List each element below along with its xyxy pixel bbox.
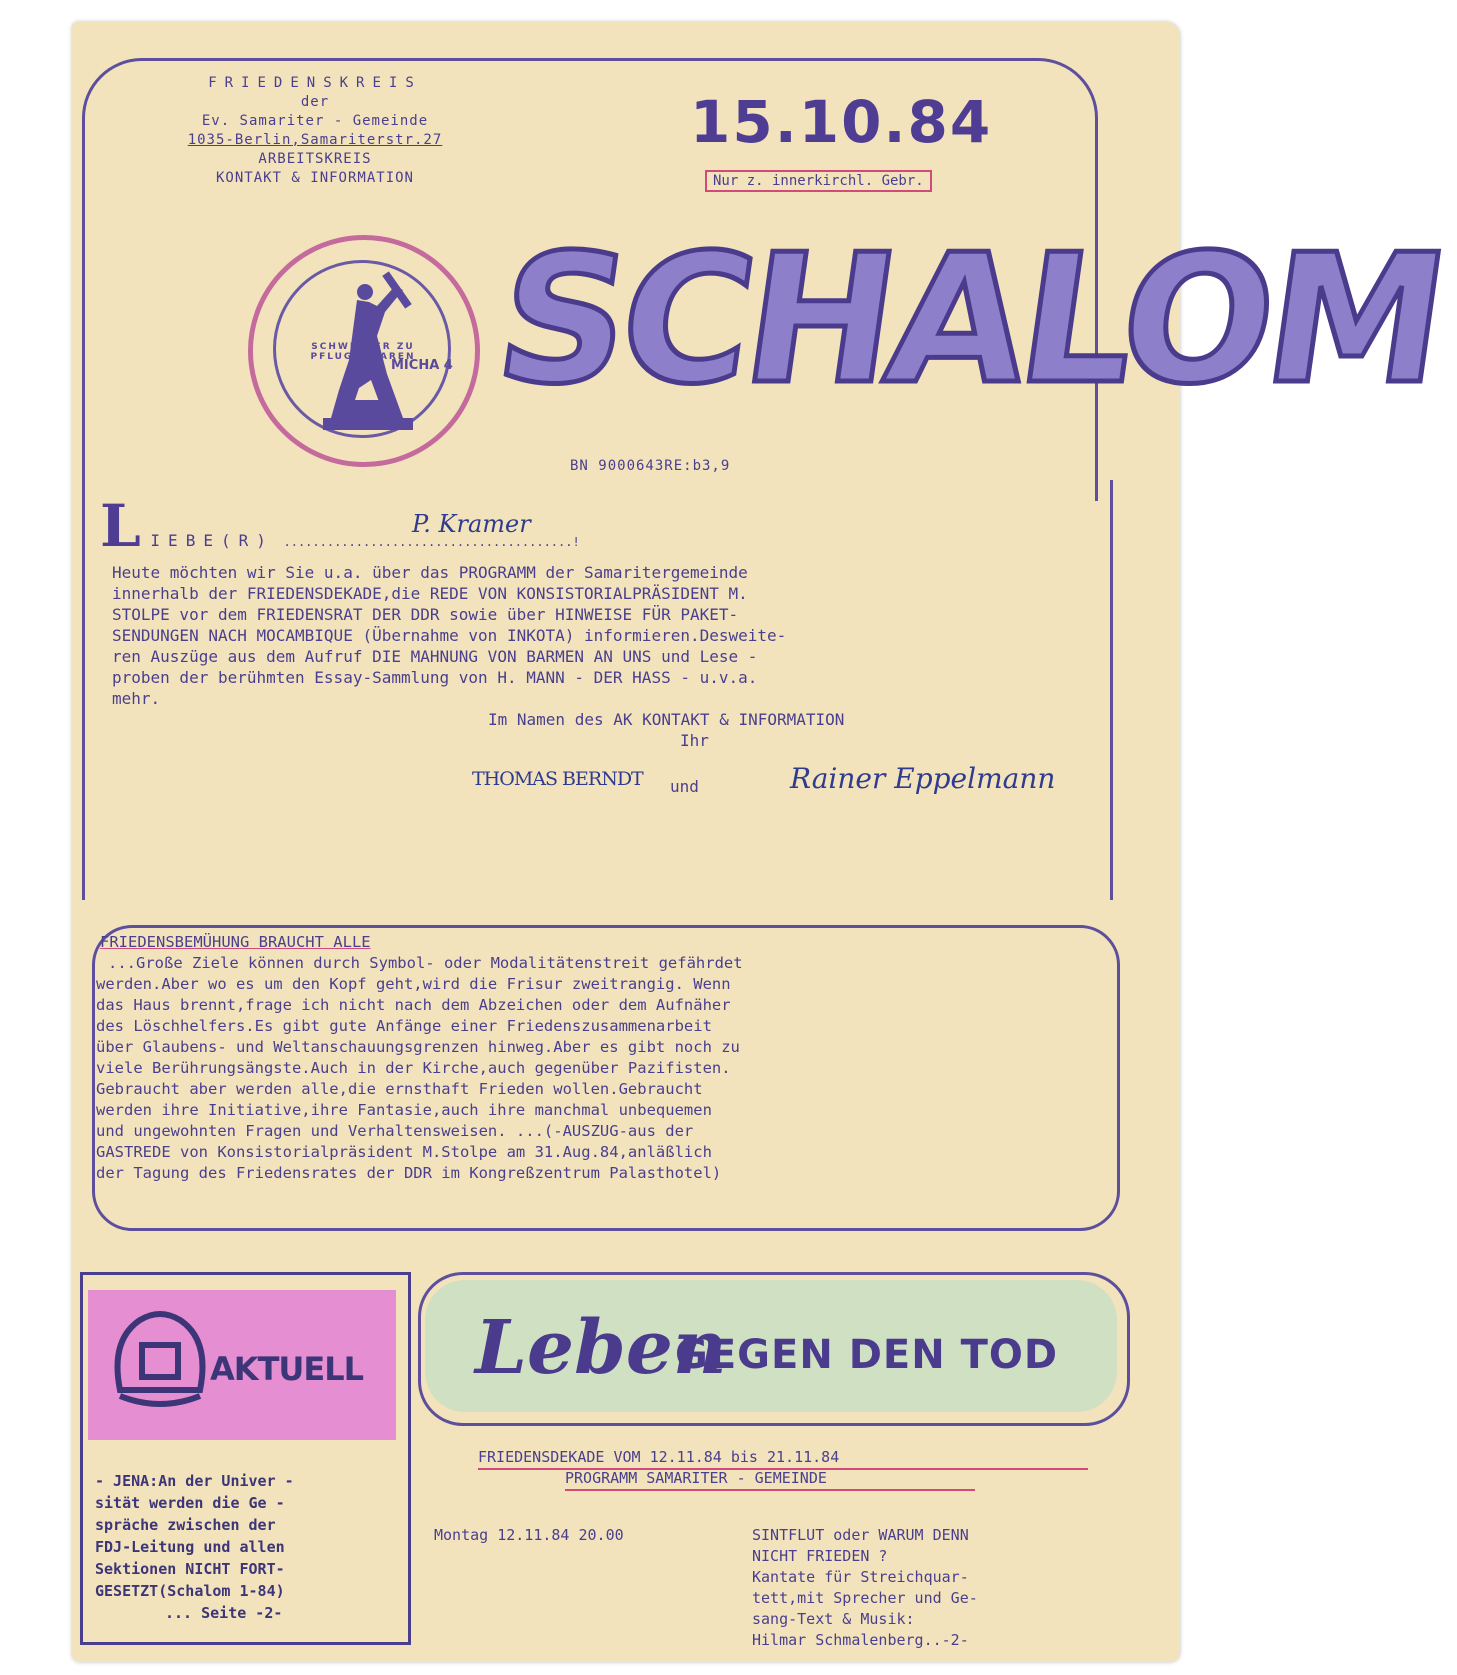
letter-ihr: Ihr <box>680 731 709 750</box>
signature-rainer-eppelmann: Rainer Eppelmann <box>790 762 1056 795</box>
signature-und: und <box>670 777 699 796</box>
bell-icon <box>100 1300 220 1420</box>
program-entry-line: tett,mit Sprecher und Ge- <box>752 1589 978 1607</box>
aktuell-line: ... Seite -2- <box>165 1604 283 1622</box>
org-line-5: ARBEITSKREIS <box>258 151 372 167</box>
quote-line: ...Große Ziele können durch Symbol- oder Modalitätenstreit gefährdet <box>108 954 743 972</box>
quote-line: GASTREDE von Konsistorialpräsident M.Stolpe am 31.Aug.84,anläßlich <box>96 1143 712 1161</box>
letter-closing: Im Namen des AK KONTAKT & INFORMATION <box>488 710 845 729</box>
program-subtitle: PROGRAMM SAMARITER - GEMEINDE <box>565 1469 827 1487</box>
quote-line: werden.Aber wo es um den Kopf geht,wird die Frisur zweitrangig. Wenn <box>96 975 731 993</box>
letter-line: mehr. <box>112 689 161 708</box>
letter-line: innerhalb der FRIEDENSDEKADE,die REDE VON KONSISTORIALPRÄSIDENT M. <box>112 584 748 603</box>
quote-line: Gebraucht aber werden alle,die ernsthaft Frieden wollen.Gebraucht <box>96 1080 703 1098</box>
org-line-4: 1035-Berlin,Samariterstr.27 <box>187 132 443 148</box>
org-line-2: der <box>300 94 330 110</box>
signature-thomas-berndt: THOMAS BERNDT <box>472 768 643 790</box>
program-entry-line: SINTFLUT oder WARUM DENN <box>752 1526 969 1544</box>
org-line-6: KONTAKT & INFORMATION <box>215 170 414 186</box>
quote-line: werden ihre Initiative,ihre Fantasie,auch ihre manchmal unbequemen <box>96 1101 712 1119</box>
salutation-dots: ........................................! <box>283 535 580 549</box>
aktuell-label: AKTUELL <box>210 1350 364 1388</box>
salutation-word: IEBE(R) <box>150 531 274 550</box>
aktuell-line: GESETZT(Schalom 1-84) <box>95 1582 285 1600</box>
frame-left-rule <box>82 480 85 900</box>
frame-right-rule <box>1110 480 1113 900</box>
aktuell-line: sität werden die Ge - <box>95 1494 285 1512</box>
program-subtitle-underline <box>565 1489 975 1491</box>
quote-line: viele Berührungsängste.Auch in der Kirche,auch gegenüber Pazifisten. <box>96 1059 731 1077</box>
program-entry-date: Montag 12.11.84 20.00 <box>434 1526 624 1544</box>
program-title: FRIEDENSDEKADE VOM 12.11.84 bis 21.11.84 <box>478 1448 840 1466</box>
program-entry-line: NICHT FRIEDEN ? <box>752 1547 888 1565</box>
org-line-3: Ev. Samariter - Gemeinde <box>201 113 429 129</box>
letter-line: Heute möchten wir Sie u.a. über das PROGRAMM der Samaritergemeinde <box>112 563 748 582</box>
swords-to-ploughshares-seal <box>248 235 480 467</box>
quote-line: das Haus brennt,frage ich nicht nach dem Abzeichen oder dem Aufnäher <box>96 996 731 1014</box>
letter-line: proben der berühmten Essay-Sammlung von H. MANN - DER HASS - u.v.a. <box>112 668 758 687</box>
aktuell-line: spräche zwischen der <box>95 1516 276 1534</box>
masthead-title: SCHALOM <box>485 216 1454 423</box>
aktuell-line: Sektionen NICHT FORT- <box>95 1560 285 1578</box>
quote-line: des Löschhelfers.Es gibt gute Anfänge einer Friedenszusammenarbeit <box>96 1017 712 1035</box>
aktuell-text <box>95 1470 294 1624</box>
letter-line: SENDUNGEN NACH MOCAMBIQUE (Übernahme von INKOTA) informieren.Desweite- <box>112 626 787 645</box>
program-entry-line: Kantate für Streichquar- <box>752 1568 969 1586</box>
recipient-handwritten: P. Kramer <box>412 510 531 538</box>
seal-text: SCHWERTER ZU PFLUGSCHAREN <box>310 342 416 362</box>
org-block <box>135 74 495 188</box>
letter-body <box>112 562 786 709</box>
program-entry-line: Hilmar Schmalenberg..-2- <box>752 1631 969 1649</box>
quote-heading: FRIEDENSBEMÜHUNG BRAUCHT ALLE <box>100 933 371 951</box>
quote-box-content <box>96 932 743 1184</box>
leben-script-word: Leben <box>475 1305 727 1391</box>
distribution-note: Nur z. innerkirchl. Gebr. <box>705 170 932 192</box>
seal-reference: MICHA 4 <box>391 358 453 373</box>
quote-line: über Glaubens- und Weltanschauungsgrenzen hinweg.Aber es gibt noch zu <box>96 1038 740 1056</box>
aktuell-line: - JENA:An der Univer - <box>95 1472 294 1490</box>
org-line-1: FRIEDENSKREIS <box>208 75 422 91</box>
issue-date: 15.10.84 <box>690 88 993 156</box>
quote-line: der Tagung des Friedensrates der DDR im Kongreßzentrum Palasthotel) <box>96 1164 722 1182</box>
program-entry <box>752 1525 978 1651</box>
aktuell-line: FDJ-Leitung und allen <box>95 1538 285 1556</box>
salutation-initial: L <box>100 492 141 560</box>
registration-number: BN 9000643RE:b3,9 <box>570 458 731 474</box>
quote-line: und ungewohnten Fragen und Verhaltensweisen. ...(-AUSZUG-aus der <box>96 1122 694 1140</box>
letter-line: STOLPE vor dem FRIEDENSRAT DER DDR sowie über HINWEISE FÜR PAKET- <box>112 605 739 624</box>
program-entry-line: sang-Text & Musik: <box>752 1610 915 1628</box>
leben-caps-words: GEGEN DEN TOD <box>675 1332 1059 1378</box>
letter-line: ren Auszüge aus dem Aufruf DIE MAHNUNG VON BARMEN AN UNS und Lese - <box>112 647 758 666</box>
